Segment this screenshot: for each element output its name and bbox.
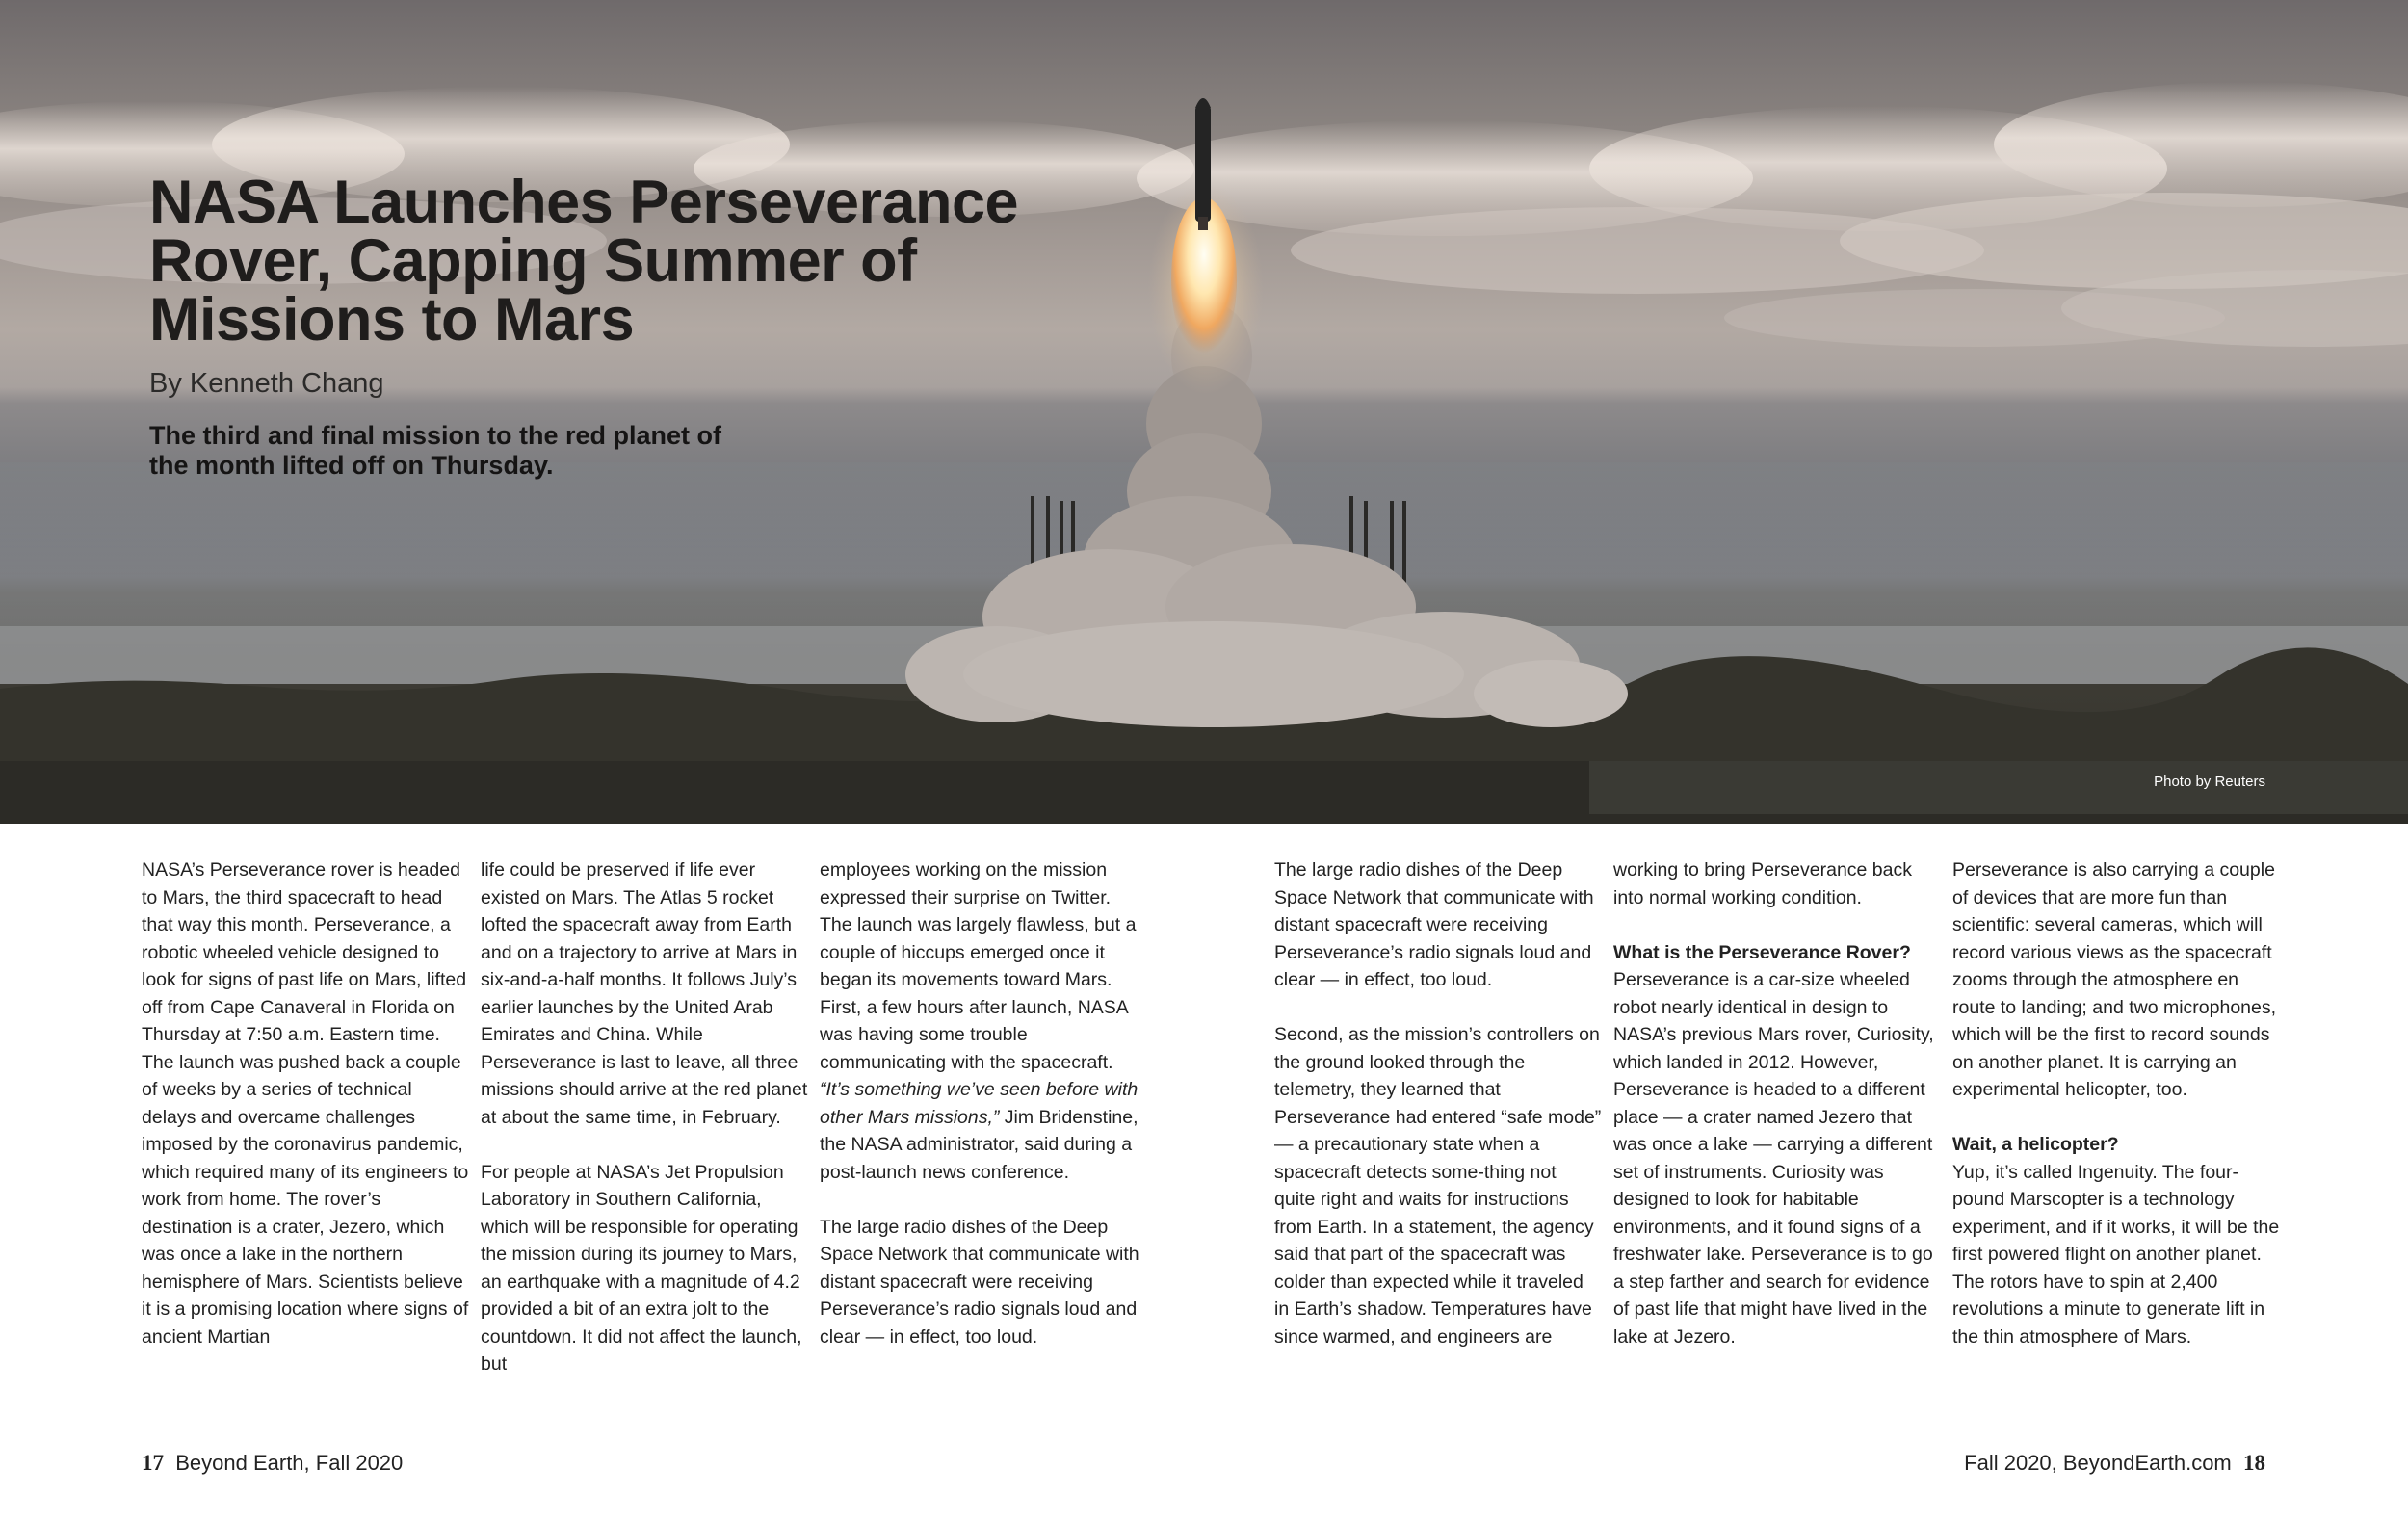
section-block: [1613, 939, 1941, 1352]
body-paragraph: Perseverance is also carrying a couple of devices that are more fun than scientific: several cameras, which will record various views as the spacecraft zooms through the atmosphere en route to landing; and two microphones, which will be the first to record sounds on another planet. It is carrying an experimental helicopter, too.: [1952, 859, 2277, 1100]
quote: “It’s something we’ve seen before with other Mars missions,”: [820, 1079, 1139, 1128]
byline: By Kenneth Chang: [149, 368, 384, 399]
text-column-4: [1274, 856, 1602, 1351]
dek-subtitle: [149, 421, 785, 481]
folio-left: [142, 1451, 403, 1476]
folio-text: Beyond Earth, Fall 2020: [175, 1451, 404, 1475]
text-column-3: [820, 856, 1147, 1351]
body-paragraph: [820, 856, 1147, 1186]
body-paragraph: The large radio dishes of the Deep Space Network that communicate with distant spacecraft were receiving Perseverance’s radio signals loud and clear — in effect, too loud.: [820, 1216, 1139, 1348]
text-column-2: [481, 856, 808, 1379]
body-paragraph: NASA’s Perseverance rover is headed to Mars, the third spacecraft to head that way this month. Perseverance, a robotic wheeled vehicle designed to look for signs of past life on Mars, lifted off from Cape Canaveral in Florida on Thursday at 7:50 a.m. Eastern time. The launch was pushed back a couple of weeks by a series of technical delays and overcame challenges imposed by the coronavirus pandemic, which required many of its engineers to work from home. The rover’s destination is a crater, Jezero, which was once a lake in the northern hemisphere of Mars. Scientists believe it is a promising location where signs of ancient Martian: [142, 859, 469, 1348]
body-text: Jim Bridenstine, the NASA administrator, said during a post-launch news conference.: [820, 1106, 1139, 1183]
section-heading: What is the Perseverance Rover?: [1613, 941, 1911, 963]
dek-line: the month lifted off on Thursday.: [149, 451, 554, 480]
title-line: Missions to Mars: [149, 286, 635, 354]
text-column-1: [142, 856, 469, 1351]
body-paragraph: For people at NASA’s Jet Propulsion Laboratory in Southern California, which will be responsible for operating the mission during its journey to Mars, an earthquake with a magnitude of 4.2 provided a bit of an extra jolt to the countdown. It did not affect the launch, but: [481, 1161, 802, 1375]
page-number: 18: [2243, 1451, 2265, 1475]
title-line: NASA Launches Perseverance: [149, 169, 1019, 236]
body-paragraph: working to bring Perseverance back into normal working condition.: [1613, 859, 1912, 908]
photo-credit: Photo by Reuters: [2154, 774, 2265, 790]
section-block: [1952, 1131, 2280, 1351]
folio-right: [1964, 1451, 2265, 1476]
folio-text: Fall 2020, BeyondEarth.com: [1964, 1451, 2232, 1475]
body-paragraph: The large radio dishes of the Deep Space Network that communicate with distant spacecraft were receiving Perseverance’s radio signals loud and clear — in effect, too loud.: [1274, 859, 1594, 990]
body-paragraph: Second, as the mission’s controllers on the ground looked through the telemetry, they learned that Perseverance had entered “safe mode” — a precautionary state when a spacecraft detects some-thing not quite right and waits for instructions from Earth. In a statement, the agency said that part of the spacecraft was colder than expected while it traveled in Earth’s shadow. Temperatures have since warmed, and engineers are: [1274, 1024, 1602, 1348]
text-column-5: [1613, 856, 1941, 1351]
section-heading: Wait, a helicopter?: [1952, 1134, 2119, 1155]
title-line: Rover, Capping Summer of: [149, 227, 917, 295]
text-column-6: [1952, 856, 2280, 1351]
page-title: [149, 169, 1209, 354]
body-text: Yup, it’s called Ingenuity. The four-pound Marscopter is a technology experiment, and if it works, it will be the first powered flight on another planet. The rotors have to spin at 2,400 revolutions a minute to generate lift in the thin atmosphere of Mars.: [1952, 1161, 2280, 1348]
body-text: employees working on the mission expressed their surprise on Twitter. The launch was largely flawless, but a couple of hiccups emerged once it began its movements toward Mars. First, a few hours after launch, NASA was having some trouble communicating with the spacecraft.: [820, 859, 1137, 1073]
dek-line: The third and final mission to the red planet of: [149, 421, 722, 450]
body-paragraph: life could be preserved if life ever existed on Mars. The Atlas 5 rocket lofted the spacecraft away from Earth and on a trajectory to arrive at Mars in six-and-a-half months. It follows July’s earlier launches by the United Arab Emirates and China. While Perseverance is last to leave, all three missions should arrive at the red planet at about the same time, in February.: [481, 859, 808, 1128]
page-number: 17: [142, 1451, 164, 1475]
body-text: Perseverance is a car-size wheeled robot nearly identical in design to NASA’s previous Mars rover, Curiosity, which landed in 2012. However, Perseverance is headed to a different place — a crater named Jezero that was once a lake — carrying a different set of instruments. Curiosity was designed to look for habitable environments, and it found signs of a freshwater lake. Perseverance is to go a step farther and search for evidence of past life that might have lived in the lake at Jezero.: [1613, 969, 1934, 1348]
